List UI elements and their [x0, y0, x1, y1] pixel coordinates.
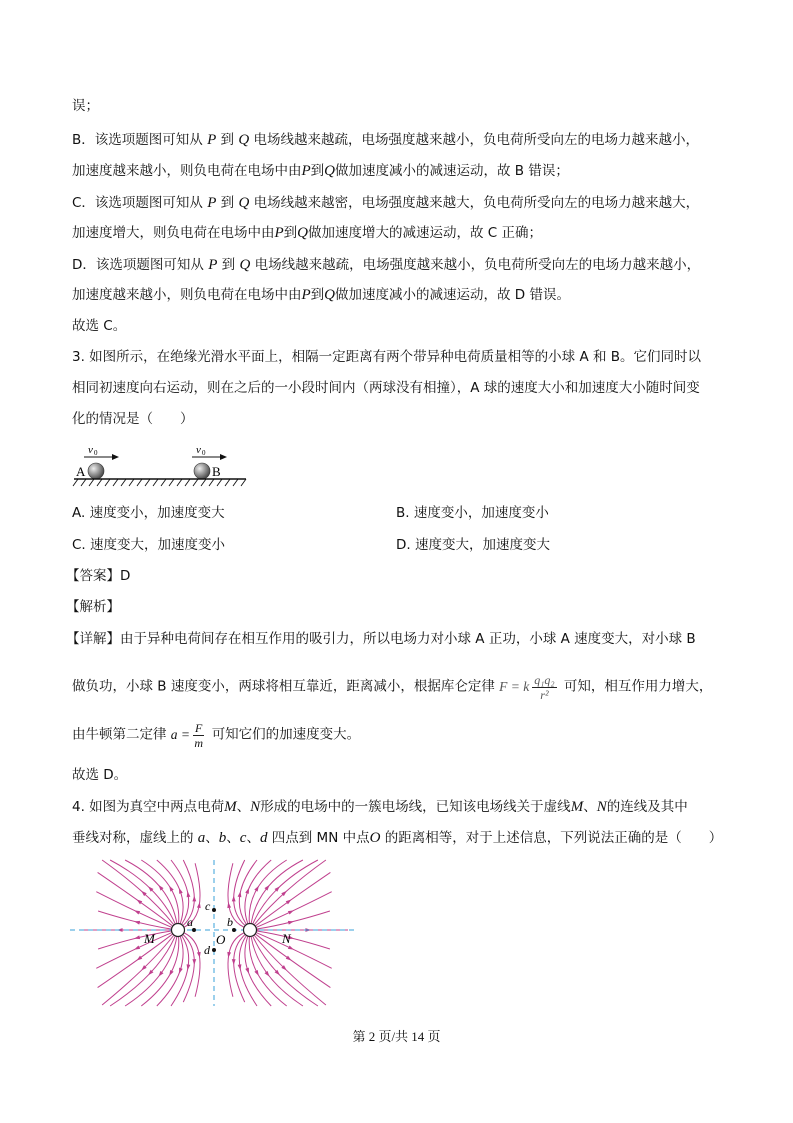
field-arrow — [227, 952, 231, 958]
field-arrow — [169, 886, 174, 892]
field-line — [251, 860, 303, 923]
field-arrow — [254, 886, 259, 892]
field-line — [102, 860, 174, 925]
ball-a-label: A — [76, 464, 86, 479]
field-arrow — [187, 964, 191, 970]
detail-line: 做负功，小球 B 速度变小，两球将相互靠近，距离减小，根据库仑定律 F = k $\frac{\text{q₁q₂}}{\text{r²}}$ 可知，相互作用力增大， — [72, 673, 713, 702]
field-line — [184, 933, 200, 997]
text-line: C．该选项题图可知从 P 到 Q 电场线越来越密，电场强度越来越大，负电荷所受向左的电场力越来越大， — [72, 195, 700, 211]
coulomb-law: F = k $\frac{\text{q₁q₂}}{\text{r²}}$ — [499, 673, 555, 702]
field-line — [110, 936, 175, 1006]
field-arrow — [288, 910, 294, 914]
question-3-stem: 相同初速度向右运动，则在之后的一小段时间内（两球没有相撞），A 球的速度大小和加速度大小随时间变 — [72, 380, 700, 396]
newton-law: a = $\frac{F}{m}$ — [170, 721, 204, 750]
detail-line: 【详解】由于异种电荷间存在相互作用的吸引力，所以电场力对小球 A 正功，小球 A 速度变大，对小球 B — [66, 631, 696, 647]
field-line — [249, 860, 286, 923]
field-arrow — [232, 959, 236, 965]
point-c — [212, 908, 216, 912]
ball-b — [194, 463, 210, 479]
field-line — [257, 931, 330, 949]
label-c: c — [205, 899, 211, 913]
svg-text:0: 0 — [94, 449, 98, 457]
option-c[interactable]: C. 速度变大，加速度变小 — [72, 537, 226, 553]
point-d — [212, 948, 216, 952]
field-arrow — [179, 888, 183, 894]
label-a: a — [187, 915, 193, 929]
field-line — [98, 911, 171, 929]
question-3-stem: 化的情况是（ ） — [72, 411, 194, 427]
question-3-stem: 3. 如图所示，在绝缘光滑水平面上，相隔一定距离有两个带异种电荷质量相等的小球 A 和 B。它们同时以 — [72, 349, 702, 365]
analysis-title: 【解析】 — [66, 599, 120, 615]
field-arrow — [264, 971, 269, 977]
field-line — [256, 872, 331, 925]
field-line — [253, 936, 318, 1006]
field-line — [98, 872, 173, 925]
text-line: 加速度越来越小，则负电荷在电场中由P到Q做加速度减小的减速运动，故 B 错误； — [72, 163, 569, 179]
field-line — [257, 911, 330, 929]
label-b: b — [227, 915, 233, 929]
field-arrow — [134, 935, 140, 939]
label-o: O — [216, 932, 226, 947]
ball-b-label: B — [212, 464, 221, 479]
field-line — [256, 934, 331, 987]
question-3-figure — [68, 438, 248, 494]
text-line: 加速度增大，则负电荷在电场中由P到Q做加速度增大的减速运动，故 C 正确； — [72, 225, 543, 241]
field-arrow — [227, 902, 231, 908]
field-arrow — [238, 964, 242, 970]
label-d: d — [204, 943, 210, 957]
field-arrow — [179, 968, 183, 974]
charge-n — [244, 924, 257, 937]
field-arrow — [134, 910, 140, 914]
velocity-arrow-a — [84, 444, 119, 460]
field-line — [249, 937, 286, 1006]
ball-a — [88, 463, 104, 479]
question-4-stem: 垂线对称，虚线上的 a、b、c、d 四点到 MN 中点O 的距离相等，对于上述信息，下列说法正确的是（ ） — [72, 830, 723, 846]
field-arrow — [245, 968, 249, 974]
svg-text:v: v — [196, 444, 201, 456]
field-arrow — [288, 945, 294, 949]
svg-text:0: 0 — [202, 449, 206, 457]
field-arrow — [254, 970, 258, 976]
label-m: M — [144, 931, 155, 946]
text-line: 故选 C。 — [72, 318, 127, 334]
field-line — [125, 860, 177, 923]
field-arrow — [192, 896, 196, 902]
text-line: 误； — [72, 98, 99, 114]
label-n: N — [282, 931, 291, 946]
option-b[interactable]: B. 速度变小，加速度变小 — [396, 505, 549, 521]
option-d[interactable]: D. 速度变大，加速度变大 — [396, 537, 550, 553]
text-line: B．该选项题图可知从 P 到 Q 电场线越来越疏，电场强度越来越小，负电荷所受向左的电场力越来越小， — [72, 132, 699, 148]
question-4-stem: 4. 如图为真空中两点电荷M、N形成的电场中的一簇电场线，已知该电场线关于虚线M、N的连线及其中 — [72, 799, 688, 815]
option-a[interactable]: A. 速度变小，加速度变大 — [72, 505, 225, 521]
answer: 【答案】D — [66, 568, 131, 584]
text-line: D．该选项题图可知从 P 到 Q 电场线越来越疏，电场强度越来越小，负电荷所受向左的电场力越来越小， — [72, 257, 701, 273]
field-line — [234, 935, 245, 1002]
field-arrow — [288, 921, 294, 925]
page-footer: 第 2 页/共 14 页 — [352, 1029, 441, 1044]
velocity-arrow-b — [192, 444, 227, 460]
field-line — [254, 860, 326, 925]
field-line — [183, 935, 194, 1002]
text-line: 加速度越来越小，则负电荷在电场中由P到Q做加速度减小的减速运动，故 D 错误。 — [72, 287, 570, 303]
ground-hatching — [73, 479, 246, 486]
field-arrow — [245, 888, 249, 894]
field-arrow — [197, 952, 201, 958]
field-arrow — [232, 896, 236, 902]
field-line — [141, 937, 178, 1006]
field-line — [98, 931, 171, 949]
field-line — [228, 933, 244, 997]
field-arrow — [169, 970, 173, 976]
field-arrow — [134, 945, 140, 949]
svg-text:v: v — [88, 444, 93, 456]
field-arrow — [192, 959, 196, 965]
electric-field-figure — [70, 858, 360, 1008]
field-line — [234, 860, 245, 925]
charge-m — [172, 924, 185, 937]
field-line — [141, 860, 178, 923]
field-line — [98, 934, 173, 987]
field-arrow — [159, 971, 164, 977]
field-arrow — [197, 902, 201, 908]
field-arrow — [134, 921, 140, 925]
detail-line: 由牛顿第二定律 a = $\frac{F}{m}$ 可知它们的加速度变大。 — [72, 721, 361, 750]
conclusion: 故选 D。 — [72, 767, 128, 783]
